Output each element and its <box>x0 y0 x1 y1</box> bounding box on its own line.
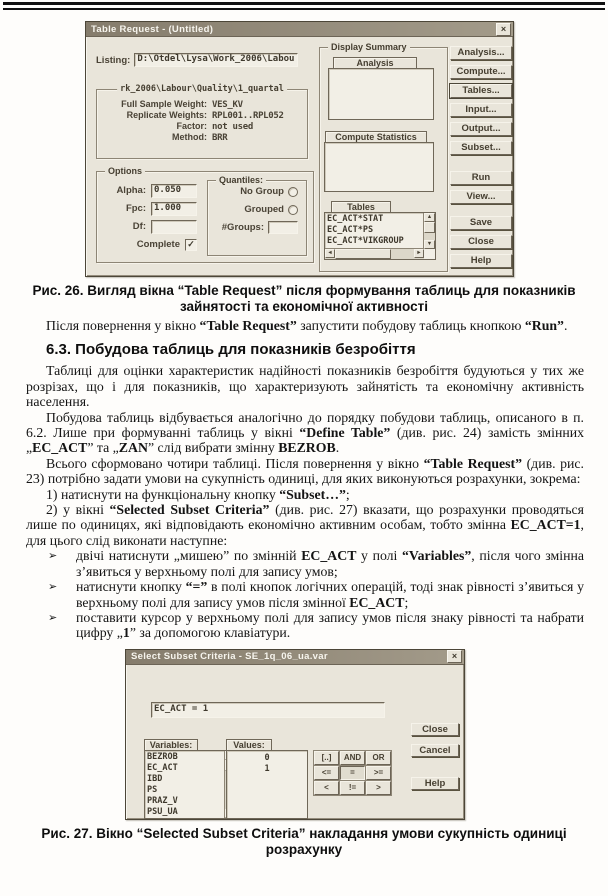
arrow-bullet-icon: ➢ <box>48 550 58 563</box>
alpha-label: Alpha: <box>116 185 146 196</box>
op-gt-button[interactable]: > <box>366 781 391 795</box>
scroll-left-icon[interactable]: ◄ <box>325 249 335 258</box>
text-run: 1) натиснути на функціональну кнопку <box>46 486 280 502</box>
help-button[interactable]: Help <box>411 777 459 790</box>
text-run: у полі <box>356 548 403 564</box>
info-row <box>97 99 307 110</box>
op-ge-button[interactable]: >= <box>366 766 391 780</box>
table-request-body <box>86 37 513 277</box>
text-run: “Define Table” <box>299 425 391 441</box>
quantiles-group-label: Quantiles: <box>216 175 266 185</box>
compute-statistics-listbox[interactable] <box>324 142 434 192</box>
op-range-button[interactable]: [..] <box>314 751 339 765</box>
figure-27-caption: Рис. 27. Вікно “Selected Subset Criteria” накладання умови сукупність одиниці розрахунку <box>41 825 567 857</box>
groups-input[interactable] <box>268 221 298 234</box>
op-le-button[interactable]: <= <box>314 766 339 780</box>
op-eq-button[interactable]: = <box>340 766 365 780</box>
display-summary-group <box>319 42 448 272</box>
output-button[interactable]: Output... <box>450 122 512 136</box>
text-run: BEZROB <box>278 440 336 456</box>
close-button[interactable]: Close <box>450 235 512 249</box>
save-button[interactable]: Save <box>450 216 512 230</box>
vertical-scrollbar[interactable] <box>423 213 435 249</box>
complete-row <box>101 238 197 251</box>
text-run: ” за допомогою клавіатури. <box>129 625 291 641</box>
tables-list-item[interactable]: EC_ACT*PS <box>327 225 374 235</box>
text-run: в полі кнопок логічних операцій, тоді знак рівності з’явиться у верхньому полі для запису умов після змінної <box>76 579 584 610</box>
window-title: Table Request - (Untitled) <box>91 23 214 35</box>
info-value: BRR <box>212 133 228 143</box>
close-button[interactable]: Close <box>411 723 459 736</box>
value-list-item[interactable]: 0 <box>264 752 270 763</box>
text-run: EC_ACT <box>301 548 357 564</box>
info-row <box>97 132 307 143</box>
variable-list-item[interactable]: IBD <box>147 773 163 784</box>
fpc-input[interactable]: 1.000 <box>151 202 197 216</box>
df-label: Df: <box>132 221 146 232</box>
grouped-radio[interactable] <box>288 205 298 215</box>
text-run: “=” <box>185 579 208 595</box>
text-run: ; <box>404 594 409 610</box>
bullet-text <box>76 548 584 578</box>
text-run: EC_ACT <box>32 440 88 456</box>
scrollbar-track[interactable] <box>391 249 414 259</box>
text-run: ” та „ <box>87 440 119 456</box>
no-group-label: No Group <box>240 186 284 197</box>
info-label: Replicate Weights: <box>126 110 207 120</box>
tables-list-item[interactable]: EC_ACT*STAT <box>327 214 384 224</box>
analysis-list-header: Analysis <box>333 57 417 69</box>
text-run: двічі натиснути „мишею” по змінній <box>76 548 302 564</box>
values-list-header: Values: <box>226 739 272 751</box>
bullet-item <box>26 610 584 641</box>
op-or-button[interactable]: OR <box>366 751 391 765</box>
info-row <box>97 121 307 132</box>
info-label: Method: <box>172 132 207 142</box>
op-and-button[interactable]: AND <box>340 751 365 765</box>
complete-checkbox[interactable] <box>185 239 197 251</box>
fpc-row <box>101 202 197 215</box>
value-list-item[interactable]: 1 <box>264 763 270 774</box>
values-listbox[interactable] <box>226 750 308 819</box>
logic-operator-grid <box>314 751 391 795</box>
text-run: “Run” <box>524 318 564 333</box>
list-item-2 <box>26 502 584 548</box>
text-run: “Table Request” <box>199 318 297 333</box>
help-button[interactable]: Help <box>450 254 512 268</box>
grouped-label: Grouped <box>244 204 284 215</box>
text-run: , для цього слід виконати наступне: <box>26 517 584 548</box>
text-run: . <box>335 440 340 456</box>
bullet-item <box>26 579 584 610</box>
text-run: . <box>563 318 568 333</box>
quantiles-group <box>207 175 307 256</box>
run-button[interactable]: Run <box>450 171 512 185</box>
listing-input[interactable]: D:\Otdel\Lysa\Work_2006\Labou <box>134 53 298 67</box>
cancel-button[interactable]: Cancel <box>411 744 459 757</box>
sample-info-group <box>96 84 308 159</box>
text-run: “Selected Subset Criteria” <box>109 502 270 518</box>
text-run: “Table Request” <box>423 455 522 471</box>
groups-row <box>208 220 298 235</box>
variable-list-item[interactable]: EC_ACT <box>147 762 178 773</box>
text-run: ” слід вибрати змінну <box>147 440 279 456</box>
text-run: (див. рис. 23) потрібно задати умови на сукупність одиниці, для яких виконуються розрахунки, зокрема: <box>26 455 584 487</box>
condition-input[interactable]: EC_ACT = 1 <box>151 702 385 718</box>
scrollbar-thumb[interactable] <box>424 222 435 233</box>
df-input[interactable] <box>151 220 197 234</box>
no-group-radio[interactable] <box>288 187 298 197</box>
window-title: Select Subset Criteria - SE_1q_06_ua.var <box>131 651 328 663</box>
tables-button[interactable]: Tables... <box>450 84 512 98</box>
select-subset-titlebar[interactable] <box>126 650 464 665</box>
text-run: (див. рис. 24) замість змінних „ <box>26 425 584 456</box>
text-run: EC_ACT=1 <box>510 517 581 533</box>
scroll-right-icon[interactable]: ► <box>414 249 424 258</box>
analysis-button[interactable]: Analysis... <box>450 46 512 60</box>
text-run: , після чого змінна з’явиться у верхньому полі для запису умов; <box>76 548 584 579</box>
variables-list-header: Variables: <box>144 739 198 751</box>
variable-list-item[interactable]: PSU_UA <box>147 806 178 817</box>
options-fields <box>101 184 197 256</box>
subset-button[interactable]: Subset... <box>450 141 512 155</box>
listing-label: Listing: <box>96 54 131 66</box>
arrow-bullet-icon: ➢ <box>48 581 58 594</box>
horizontal-scrollbar[interactable] <box>325 248 424 259</box>
table-request-window <box>85 21 514 277</box>
tables-list-header: Tables <box>331 201 391 213</box>
section-heading: 6.3. Побудова таблиць для показників безробіття <box>46 341 416 359</box>
info-value: not used <box>212 122 253 132</box>
paragraph-four-tables <box>26 456 584 487</box>
options-group-label: Options <box>105 166 145 176</box>
text-run: ZAN <box>118 440 148 456</box>
display-summary-label: Display Summary <box>328 42 410 52</box>
text-run: поставити курсор у верхньому полі для запису умов після знаку рівності та набрати цифру „ <box>76 609 584 641</box>
scrollbar-thumb[interactable] <box>335 249 391 259</box>
scrollbar-track[interactable] <box>424 233 435 240</box>
view-button[interactable]: View... <box>450 190 512 204</box>
article-text <box>26 318 584 641</box>
text-run: “Variables” <box>402 548 472 564</box>
paragraph-run-command <box>26 318 584 333</box>
options-group <box>96 166 314 263</box>
variables-listbox[interactable] <box>144 750 237 819</box>
text-run: EC_ACT <box>349 594 405 610</box>
select-subset-body <box>126 665 464 820</box>
info-row <box>97 110 307 121</box>
bullet-item <box>26 548 584 579</box>
text-run: (див. рис. 27) вказати, що розрахунки проводяться лише по одиницях, які відповідають економічно активним особам, тобто змінна <box>26 502 585 533</box>
text-run: Побудова таблиць відбувається аналогічно до порядку побудови таблиць, описаного в п. 6.2. Лише при формуванні таблиць у вікні <box>26 409 584 441</box>
figure-26-caption: Рис. 26. Вигляд вікна “Table Request” після формування таблиць для показників зайнятості та економічної активності <box>32 283 576 314</box>
paragraph-define-table <box>26 410 584 456</box>
bullet-text <box>76 610 584 640</box>
bullet-text <box>76 579 584 609</box>
paragraph-tables-description <box>26 363 584 409</box>
list-item-1 <box>26 487 584 502</box>
tables-list-item[interactable]: EC_ACT*VIKGROUP <box>327 236 404 246</box>
tables-listbox[interactable] <box>324 212 436 260</box>
text-run: ; <box>345 486 350 502</box>
close-icon[interactable]: × <box>447 650 462 663</box>
complete-label: Complete <box>136 239 180 250</box>
alpha-input[interactable]: 0.050 <box>151 184 197 198</box>
alpha-row <box>101 184 197 197</box>
info-value: VES_KV <box>212 100 243 110</box>
compute-statistics-list-header: Compute Statistics <box>325 131 427 143</box>
text-run: Всього сформовано чотири таблиці. Після повернення у вікно <box>46 455 424 471</box>
check-icon: ✓ <box>187 238 195 249</box>
compute-button[interactable]: Compute... <box>450 65 512 79</box>
text-run: запустити побудову таблиць кнопкою <box>296 318 525 333</box>
no-group-row <box>208 184 298 199</box>
text-run: 1 <box>122 625 130 641</box>
info-label: Full Sample Weight: <box>121 99 207 109</box>
arrow-bullet-icon: ➢ <box>48 611 58 624</box>
listing-row <box>96 53 298 67</box>
scroll-up-icon[interactable]: ▲ <box>424 213 435 222</box>
df-row <box>101 220 197 233</box>
fpc-label: Fpc: <box>125 203 146 214</box>
text-run: “Subset…” <box>279 486 346 502</box>
dialog-button-column <box>450 46 512 273</box>
variable-list-item[interactable]: BEZROB <box>147 751 178 762</box>
info-value: RPL001..RPL052 <box>212 111 284 121</box>
variable-list-item[interactable]: PRAZ_V <box>147 795 178 806</box>
close-icon[interactable]: × <box>496 23 511 36</box>
text-run: 2) у вікні <box>46 502 110 518</box>
grouped-row <box>208 202 298 217</box>
text-run: Після повернення у вікно <box>46 318 200 333</box>
top-rule <box>3 2 605 10</box>
table-request-titlebar[interactable] <box>86 22 513 37</box>
text-run: Таблиці для оцінки характеристик надійності показників безробіття будуються у тих же розрізах, що і для показників, що характеризують зайнятість та економічну активність населення. <box>26 363 584 410</box>
op-lt-button[interactable]: < <box>314 781 339 795</box>
groups-label: #Groups: <box>221 222 264 233</box>
analysis-listbox[interactable] <box>328 68 434 120</box>
text-run: натиснути кнопку <box>76 579 186 595</box>
info-label: Factor: <box>176 121 207 131</box>
variable-list-item[interactable]: PS <box>147 784 158 795</box>
op-ne-button[interactable]: != <box>340 781 365 795</box>
input-button[interactable]: Input... <box>450 103 512 117</box>
scroll-down-icon[interactable]: ▼ <box>424 240 435 249</box>
sample-path-label: rk_2006\Labour\Quality\1_quartal <box>117 84 287 94</box>
select-subset-criteria-window <box>125 649 465 820</box>
